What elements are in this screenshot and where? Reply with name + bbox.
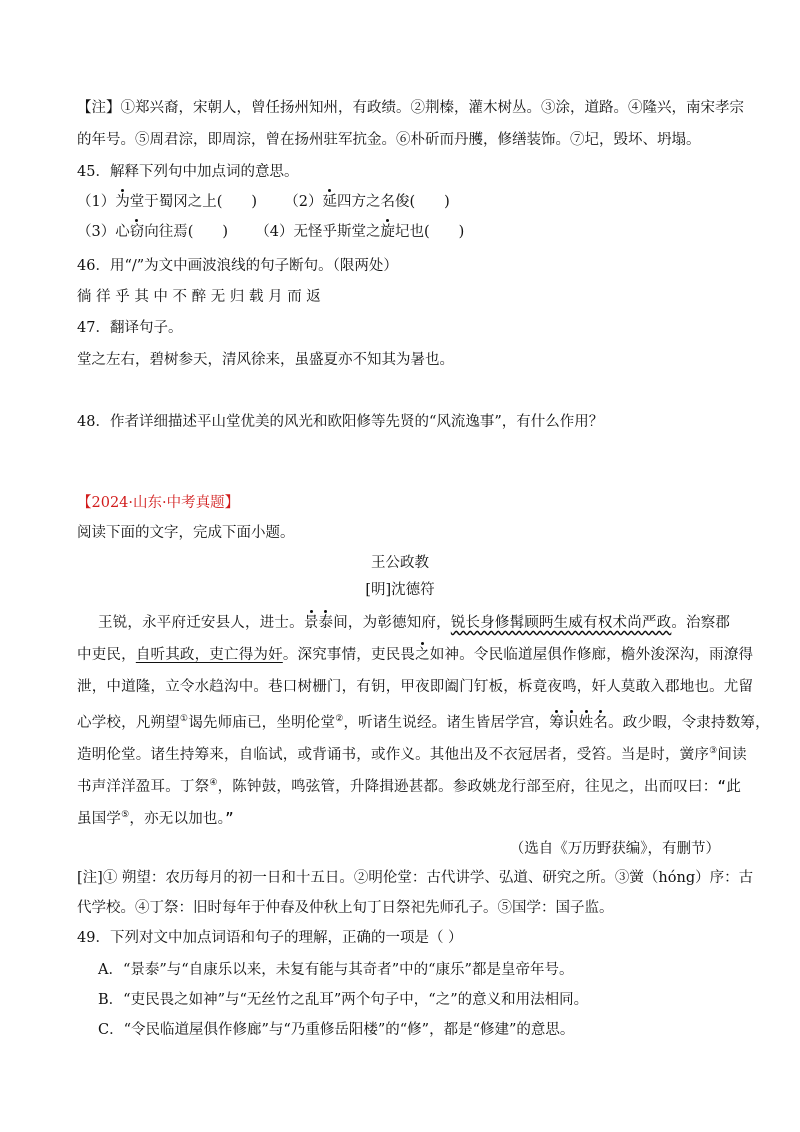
underlined-sentence: 自听其政，吏亡得为奸 [135,647,283,663]
passage-line-6: 书声洋洋盈耳。丁祭④，陈钟鼓，鸣弦管，升降揖逊甚都。参政姚龙行部至府，往见之，出而叹曰：“此 [77,778,742,795]
passage-line-3: 泄，中道隆，立令水趋沟中。巷口树栅门，有钥，甲夜即阖门钉板，柝竟夜鸣，奸人莫敢入郡地也。尤留 [77,679,754,695]
reading-intro: 阅读下面的文字，完成下面小题。 [77,525,295,541]
dotted-char: 窃 [129,224,145,240]
passage-line-4: 心学校，凡朔望①谒先师庙已，坐明伦堂②，听诸生说经。诸生皆居学宫，筹识姓名。政少暇，令隶持数筹， [77,714,770,731]
exam-source-tag: 【2024·山东·中考真题】 [77,495,240,511]
wavy-underlined-sentence: 锐长身修髯顾眄生威有权术尚严政 [450,615,672,631]
question-48-title: 48．作者详细描述平山堂优美的风光和欧阳修等先贤的“风流逸事”，有什么作用？ [77,414,604,430]
question-45-row-2: （3）心窃向往焉( ) （4）无怪乎斯堂之旋圮也( ) [77,224,465,240]
question-46-sentence: 徜 徉 乎 其 中 不 醉 无 归 载 月 而 返 [77,289,321,305]
question-47-sentence: 堂之左右，碧树参天，清风徐来，虽盛夏亦不知其为暑也。 [77,352,454,368]
dotted-char: 筹 [549,714,564,731]
dotted-char: 旋 [380,224,396,240]
question-45-title: 45．解释下列句中加点词的意思。 [77,164,299,180]
question-49-title: 49．下列对文中加点词语和句子的理解，正确的一项是（ ） [77,930,463,946]
dotted-char: 识 [563,714,579,731]
question-46-title: 46．用“/”为文中画波浪线的句子断句。（限两处） [77,258,398,274]
passage-line-5: 造明伦堂。诸生持筹来，自临试，或背诵书，或作义。其他出及不衣冠居者，受笞。当是时，黉序③间读 [77,746,747,763]
dotted-char: 姓 [578,714,594,731]
dotted-char: 名 [593,714,609,731]
passage-source: （选自《万历野获编》，有删节） [509,841,720,857]
passage-title: 王公政教 [371,555,429,571]
dotted-char: 之 [415,647,430,663]
note-line-2: 的年号。⑤周君淙，即周淙，曾在扬州驻军抗金。⑥朴斫而丹雘，修缮装饰。⑦圮，毁坏、坍塌。 [77,132,701,148]
option-a: A．“景泰”与“自康乐以来，未复有能与其奇者”中的“康乐”都是皇帝年号。 [98,962,574,978]
note2-line-2: 代学校。④丁祭：旧时每年于仲春及仲秋上旬丁日祭祀先师孔子。⑤国学：国子监。 [77,900,614,916]
passage-line-1: 王锐，永平府迁安县人，进士。景泰间，为彰德知府，锐长身修髯顾眄生威有权术尚严政。治察郡 [98,615,731,631]
dotted-char: 延 [322,194,338,210]
note2-line-1: [注]① 朔望：农历每月的初一日和十五日。②明伦堂：古代讲学、弘道、研究之所。③黉（hóng）序：古 [77,870,754,886]
dotted-char: 景 [303,615,319,631]
dotted-char: 泰 [318,615,334,631]
option-c: C．“令民临道屋俱作修廊”与“乃重修岳阳楼”的“修”，都是“修建”的意思。 [98,1022,575,1038]
passage-author: [明]沈德符 [365,582,435,598]
option-b: B．“吏民畏之如神”与“无丝竹之乱耳”两个句子中，“之”的意义和用法相同。 [98,992,589,1008]
note-line-1: 【注】①郑兴裔，宋朝人，曾任扬州知州，有政绩。②荆榛，灌木树丛。③涂，道路。④隆兴，南宋孝宗 [77,100,744,116]
dotted-char: 为 [115,194,130,210]
passage-line-2: 中吏民，自听其政，吏亡得为奸。深究事情，吏民畏之如神。令民临道屋俱作修廊，檐外浚深沟，雨潦得 [77,647,754,663]
question-45-row-1: （1）为堂于蜀冈之上( ) （2）延四方之名俊( ) [77,194,450,210]
question-47-title: 47．翻译句子。 [77,320,183,336]
passage-line-7: 虽国学⑤，亦无以加也。” [77,810,234,827]
